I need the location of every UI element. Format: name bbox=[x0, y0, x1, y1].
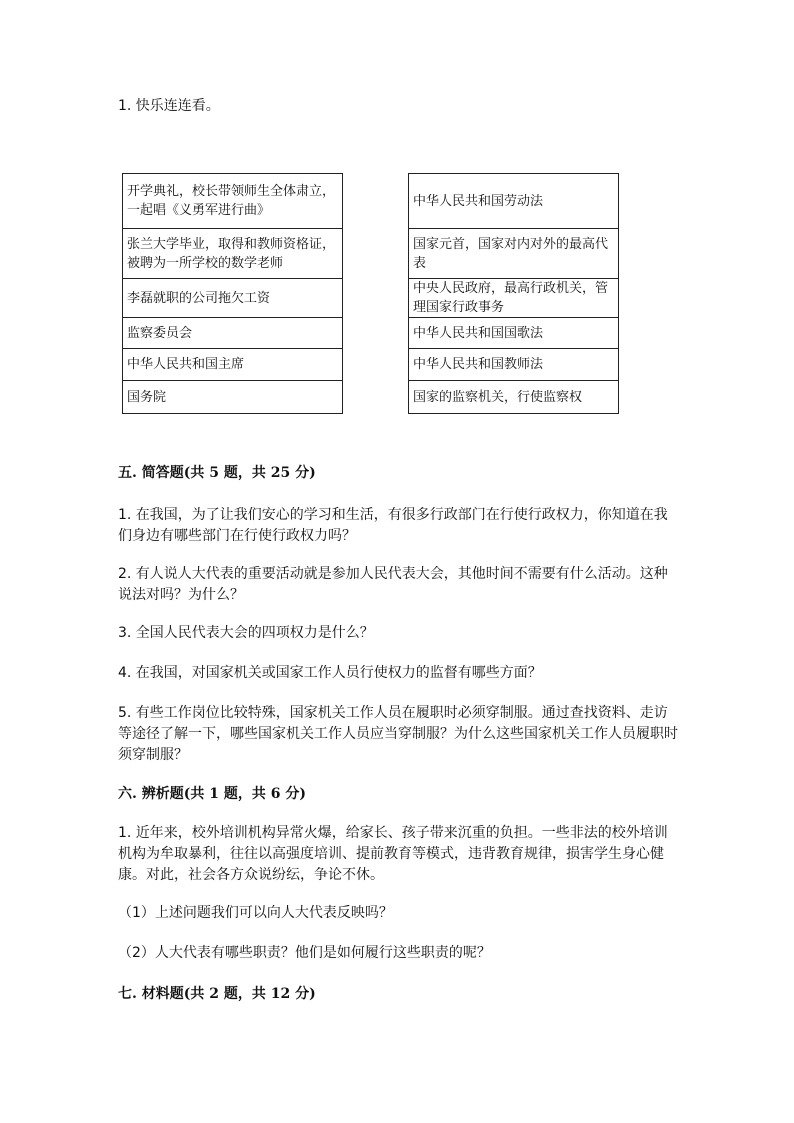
left-item-5: 中华人民共和国主席 bbox=[123, 349, 343, 381]
section5-question-2: 2. 有人说人大代表的重要活动就是参加人民代表大会，其他时间不需要有什么活动。这种说法对吗？为什么？ bbox=[118, 566, 668, 603]
right-item-5: 中华人民共和国教师法 bbox=[409, 349, 619, 381]
section6-subquestion-2: （2）人大代表有哪些职责？他们是如何履行这些职责的呢？ bbox=[118, 945, 491, 961]
matching-right-column bbox=[408, 173, 619, 414]
section5-question-3: 3. 全国人民代表大会的四项权力是什么？ bbox=[118, 625, 374, 641]
section5-title: 五. 简答题(共 5 题，共 25 分) bbox=[118, 465, 316, 481]
right-item-4: 中华人民共和国国歌法 bbox=[409, 318, 619, 349]
left-item-1: 开学典礼，校长带领师生全体肃立，一起唱《义勇军进行曲》 bbox=[123, 174, 343, 229]
left-item-4: 监察委员会 bbox=[123, 318, 343, 349]
section7-title: 七. 材料题(共 2 题，共 12 分) bbox=[118, 986, 316, 1002]
right-item-2: 国家元首，国家对内对外的最高代表 bbox=[409, 229, 619, 279]
right-item-3: 中央人民政府，最高行政机关，管理国家行政事务 bbox=[409, 279, 619, 318]
right-item-1: 中华人民共和国劳动法 bbox=[409, 174, 619, 229]
matching-left-column bbox=[122, 173, 343, 414]
section5-question-4: 4. 在我国，对国家机关或国家工作人员行使权力的监督有哪些方面？ bbox=[118, 665, 542, 681]
section6-subquestion-1: （1）上述问题我们可以向人大代表反映吗？ bbox=[118, 905, 393, 921]
left-item-3: 李磊就职的公司拖欠工资 bbox=[123, 279, 343, 318]
matching-question-title: 1. 快乐连连看。 bbox=[118, 98, 220, 114]
section5-question-5: 5. 有些工作岗位比较特殊，国家机关工作人员在履职时必须穿制服。通过查找资料、走访等途径了解一下，哪些国家机关工作人员应当穿制服？为什么这些国家机关工作人员履职时须穿制服？ bbox=[118, 705, 678, 763]
section5-question-1: 1. 在我国，为了让我们安心的学习和生活，有很多行政部门在行使行政权力，你知道在我们身边有哪些部门在行使行政权力吗？ bbox=[118, 507, 668, 544]
section6-question-1: 1. 近年来，校外培训机构异常火爆，给家长、孩子带来沉重的负担。一些非法的校外培训机构为牟取暴利，往往以高强度培训、提前教育等模式，违背教育规律，损害学生身心健康。对此，社会各方众说纷纭，争论不休。 bbox=[118, 825, 668, 883]
section6-title: 六. 辨析题(共 1 题，共 6 分) bbox=[118, 786, 306, 802]
right-item-6: 国家的监察机关，行使监察权 bbox=[409, 381, 619, 414]
left-item-6: 国务院 bbox=[123, 381, 343, 414]
left-item-2: 张兰大学毕业，取得和教师资格证，被聘为一所学校的数学老师 bbox=[123, 229, 343, 279]
